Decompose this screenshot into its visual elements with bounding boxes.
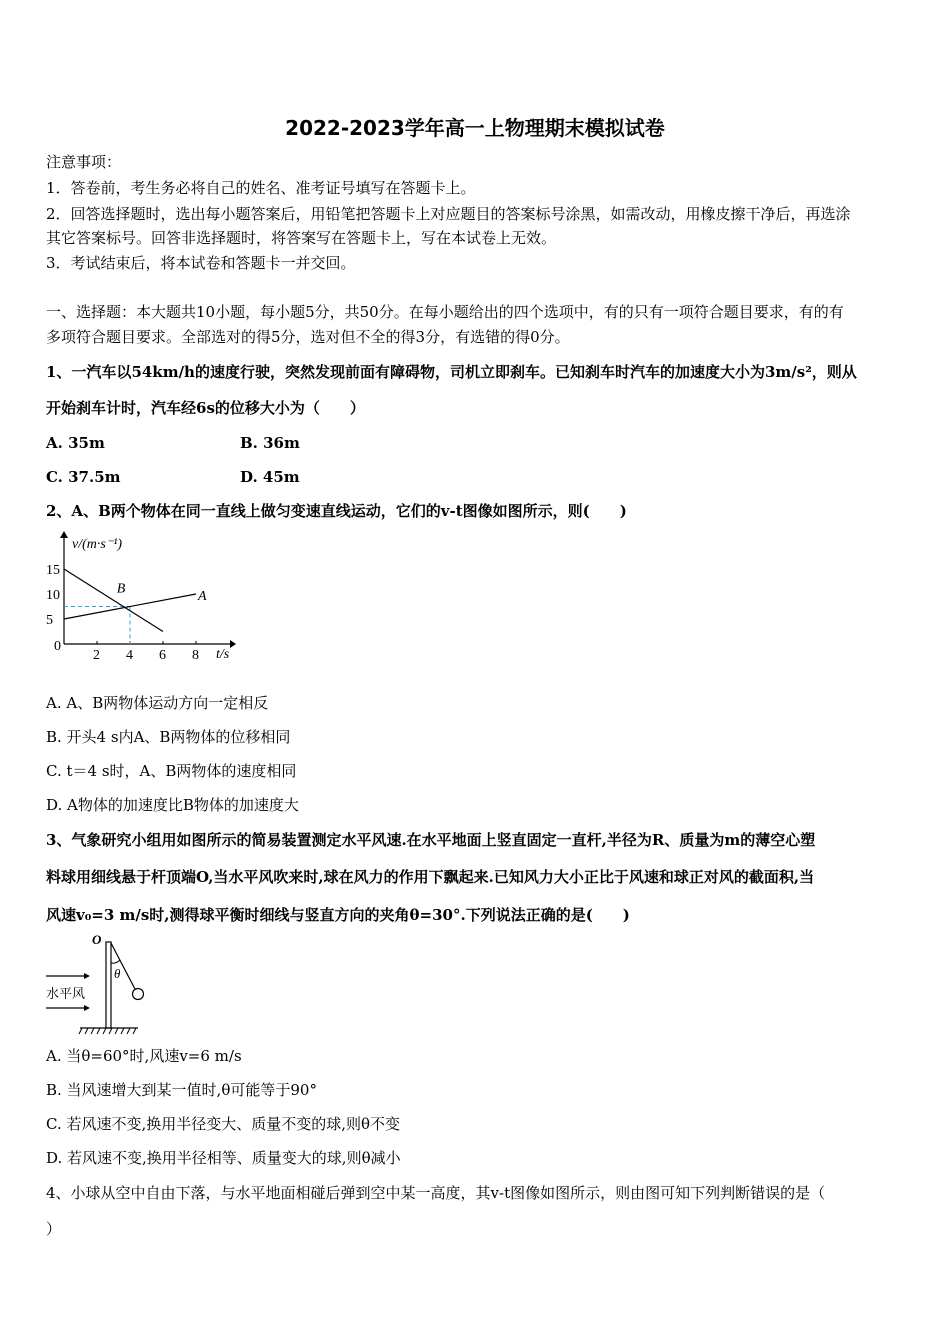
page-title: 2022-2023学年高一上物理期末模拟试卷: [285, 116, 665, 140]
wind-label: 水平风: [46, 986, 86, 1001]
q3-option-a: A. 当θ=60°时,风速v=6 m/s: [46, 1047, 242, 1065]
ball: [133, 989, 144, 1000]
pole: [106, 942, 111, 1028]
wind-arrowhead-bottom: [84, 1005, 90, 1011]
q3-stem-line-2: 料球用细线悬于杆顶端O,当水平风吹来时,球在风力的作用下飘起来.已知风力大小正比于风速和球正对风的截面积,当: [46, 868, 815, 886]
q1-option-a: A. 35m: [46, 434, 105, 452]
section-intro-line-2: 多项符合题目要求。全部选对的得5分，选对但不全的得3分，有选错的得0分。: [46, 328, 570, 346]
q2-option-c: C. t＝4 s时，A、B两物体的速度相同: [46, 762, 297, 780]
x-axis-label: t/s: [216, 647, 230, 662]
y-axis-arrow: [60, 531, 68, 538]
notice-heading: 注意事项：: [46, 153, 122, 171]
notice-item-3: 3．考试结束后，将本试卷和答题卡一并交回。: [46, 254, 356, 272]
q1-option-d: D. 45m: [240, 468, 300, 486]
y-tick-label-0: 5: [46, 613, 53, 628]
origin-label: 0: [54, 639, 61, 654]
x-tick-label-3: 8: [192, 648, 199, 663]
q1-stem-line-1: 1、一汽车以54km/h的速度行驶，突然发现前面有障碍物，司机立即刹车。已知刹车时汽车的加速度大小为3m/s²，则从: [46, 363, 857, 381]
q3-option-c: C. 若风速不变,换用半径变大、质量不变的球,则θ不变: [46, 1115, 401, 1133]
q2-option-b: B. 开头4 s内A、B两物体的位移相同: [46, 728, 291, 746]
x-tick-label-2: 6: [159, 648, 166, 663]
x-tick-label-0: 2: [93, 648, 100, 663]
wind-apparatus-figure: [44, 928, 160, 1040]
x-axis-arrow: [230, 640, 236, 648]
label-o: O: [92, 932, 102, 947]
q3-option-b: B. 当风速增大到某一值时,θ可能等于90°: [46, 1081, 317, 1099]
vt-graph: [44, 528, 244, 664]
notice-item-1: 1．答卷前，考生务必将自己的姓名、准考证号填写在答题卡上。: [46, 179, 476, 197]
label-theta: θ: [114, 966, 121, 981]
q2-stem: 2、A、B两个物体在同一直线上做匀变速直线运动，它们的v-t图像如图所示，则( ): [46, 502, 627, 520]
angle-arc: [111, 960, 120, 963]
section-intro-line-1: 一、选择题：本大题共10小题，每小题5分，共50分。在每小题给出的四个选项中，有的只有一项符合题目要求，有的有: [46, 303, 844, 321]
y-tick-label-2: 15: [46, 563, 60, 578]
series-b-line: [64, 569, 163, 632]
q1-option-b: B. 36m: [240, 434, 300, 452]
q4-stem-line-2: ）: [46, 1220, 62, 1238]
q2-option-a: A. A、B两物体运动方向一定相反: [46, 694, 269, 712]
ground-hatching: [79, 1028, 136, 1034]
series-a-label: A: [198, 589, 207, 604]
q3-option-d: D. 若风速不变,换用半径相等、质量变大的球,则θ减小: [46, 1149, 401, 1167]
q2-option-d: D. A物体的加速度比B物体的加速度大: [46, 796, 299, 814]
tick-group: [46, 563, 199, 663]
y-axis-label: v/(m·s⁻¹): [72, 537, 123, 552]
wind-arrowhead-top: [84, 973, 90, 979]
q1-option-c: C. 37.5m: [46, 468, 121, 486]
q4-stem-line-1: 4、小球从空中自由下落，与水平地面相碰后弹到空中某一高度，其v-t图像如图所示，则由图可知下列判断错误的是（: [46, 1184, 826, 1202]
q3-stem-line-1: 3、气象研究小组用如图所示的简易装置测定水平风速.在水平地面上竖直固定一直杆,半径为R、质量为m的薄空心塑: [46, 831, 816, 849]
q3-stem-line-3: 风速v₀=3 m/s时,测得球平衡时细线与竖直方向的夹角θ=30°.下列说法正确的是( ): [46, 906, 630, 924]
y-tick-label-1: 10: [46, 588, 60, 603]
x-tick-label-1: 4: [126, 648, 133, 663]
notice-item-2a: 2．回答选择题时，选出每小题答案后，用铅笔把答题卡上对应题目的答案标号涂黑，如需改动，用橡皮擦干净后，再选涂: [46, 205, 851, 223]
q1-stem-line-2: 开始刹车计时，汽车经6s的位移大小为（ ）: [46, 399, 365, 417]
notice-item-2b: 其它答案标号。回答非选择题时，将答案写在答题卡上，写在本试卷上无效。: [46, 229, 557, 247]
series-b-label: B: [116, 581, 126, 597]
